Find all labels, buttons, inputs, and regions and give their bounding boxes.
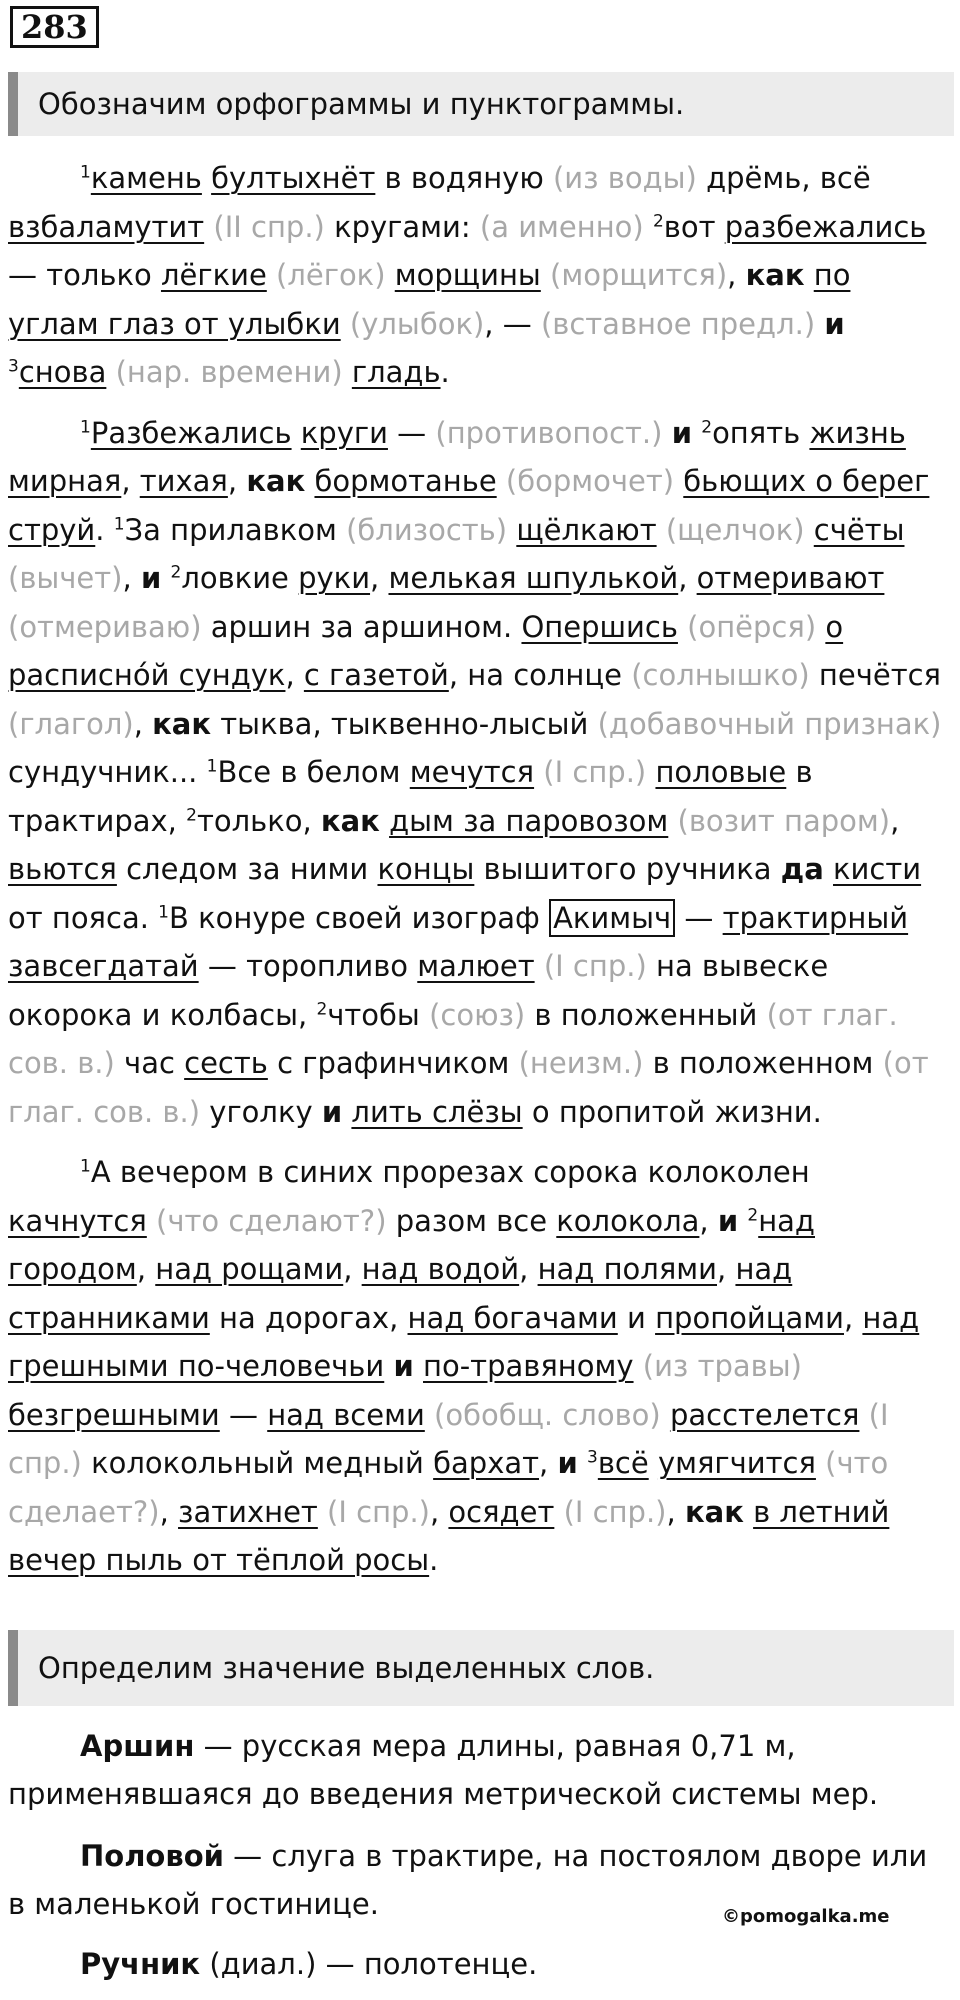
- text-run: — только: [8, 258, 161, 292]
- text-run: ,: [343, 1252, 362, 1286]
- annotation: (вычет): [8, 561, 123, 595]
- term: Ручник: [80, 1947, 201, 1981]
- underlined-word: над странниками: [8, 1252, 793, 1335]
- underlined-word: по-травяному: [423, 1349, 634, 1383]
- bold-word: как: [684, 1494, 744, 1529]
- annotation: (близость): [346, 512, 508, 547]
- definition-1: [8, 1722, 948, 1818]
- underlined-word: в летний вечер пыль от тёплой росы: [8, 1494, 890, 1577]
- underlined-word: счёты: [813, 512, 905, 547]
- text-run: [744, 1495, 753, 1529]
- text-run: [292, 416, 301, 450]
- annotation: (союз): [429, 997, 526, 1032]
- annotation: (противопост.): [435, 415, 663, 450]
- section-header-orthograms: [8, 72, 954, 136]
- text-run: вышитого ручника: [474, 852, 781, 886]
- text-run: ,: [136, 1252, 156, 1286]
- underlined-word: о расписнóй сундук: [8, 609, 844, 692]
- underlined-word: щёлкают: [516, 512, 657, 547]
- underlined-word: Разбежались: [90, 415, 292, 450]
- underlined-word: концы: [377, 852, 475, 886]
- annotation: (а именно): [479, 209, 644, 244]
- text-run: ,: [121, 464, 140, 498]
- annotation: (от глаг. сов. в.): [8, 1046, 929, 1129]
- text-run: ,: [122, 561, 141, 595]
- sentence-number: 3: [8, 356, 19, 377]
- underlined-word: над рощами: [155, 1252, 344, 1286]
- definition-text: — русская мера длины, равная 0,71 м, применявшаяся до введения метрической системы мер.: [8, 1729, 879, 1811]
- text-run: [507, 513, 516, 547]
- sentence-number: 2: [701, 416, 713, 437]
- annotation: (из травы): [642, 1349, 802, 1383]
- text-run: [738, 1204, 747, 1238]
- text-run: час: [114, 1046, 185, 1080]
- watermark: ©pomogalka.me: [722, 1906, 890, 1927]
- underlined-word: безгрешными: [8, 1397, 220, 1432]
- text-run: [147, 1204, 156, 1238]
- text-run: [805, 258, 814, 292]
- text-run: чтобы: [327, 997, 430, 1032]
- annotation: (отмериваю): [8, 609, 202, 644]
- text-run: [343, 355, 352, 389]
- bold-word: и: [557, 1446, 578, 1480]
- boxed-word: Акимыч: [549, 899, 675, 937]
- bold-word: и: [393, 1349, 414, 1383]
- text-run: — торопливо: [198, 949, 418, 983]
- text-run: тыква, тыквенно-лысый: [211, 706, 598, 741]
- text-run: —: [219, 1397, 268, 1432]
- underlined-word: над богачами: [407, 1300, 618, 1335]
- text-run: ,: [285, 658, 304, 692]
- annotation: (обобщ. слово): [434, 1397, 661, 1432]
- underlined-word: бормотанье: [314, 464, 497, 498]
- text-run: [816, 610, 825, 644]
- bold-word: и: [671, 415, 693, 450]
- underlined-word: вьются: [8, 852, 117, 886]
- text-run: .: [429, 1543, 439, 1577]
- underlined-word: бархат: [433, 1446, 540, 1480]
- text-run: только,: [196, 803, 321, 838]
- underlined-word: руки: [298, 561, 371, 595]
- text-run: ,: [429, 1494, 449, 1529]
- sentence-number: 1: [80, 416, 91, 437]
- text-run: в водяную: [375, 161, 553, 195]
- underlined-word: по углам глаз от улыбки: [8, 258, 851, 341]
- term: Аршин: [80, 1729, 195, 1763]
- text-run: [692, 416, 701, 450]
- text-run: [634, 1349, 643, 1383]
- term: Половой: [80, 1839, 224, 1873]
- annotation: (неизм.): [518, 1046, 644, 1080]
- text-run: В конуре своей изограф: [168, 900, 550, 935]
- text-run: [662, 416, 671, 450]
- underlined-word: камень: [90, 161, 202, 195]
- text-run: [816, 1446, 825, 1480]
- underlined-word: умягчится: [657, 1446, 816, 1480]
- bold-word: как: [246, 464, 306, 498]
- text-run: и: [617, 1300, 656, 1335]
- annotation: (I спр.): [327, 1494, 430, 1529]
- text-run: [554, 1495, 563, 1529]
- definition-text: (диал.) — полотенце.: [200, 1947, 538, 1981]
- bold-word: как: [320, 803, 380, 838]
- annotation: (I спр.): [8, 1397, 889, 1480]
- definition-text: — слуга в трактире, на постоялом дворе или в маленькой гостинице.: [8, 1839, 928, 1921]
- text-run: [267, 258, 276, 292]
- annotation: (что сделает?): [8, 1446, 889, 1529]
- text-run: на вывеске окорока и колбасы,: [8, 949, 829, 1032]
- text-run: [534, 755, 543, 789]
- annotation: (от глаг. сов. в.): [8, 997, 898, 1080]
- annotation: (опёрся): [687, 609, 817, 644]
- text-run: [318, 1495, 327, 1529]
- underlined-word: дым за паровозом: [389, 803, 669, 838]
- paragraph-1: [8, 154, 948, 397]
- text-run: ,: [890, 803, 900, 838]
- underlined-word: качнутся: [8, 1203, 147, 1238]
- bold-word: и: [140, 561, 162, 595]
- underlined-word: всё: [597, 1446, 649, 1480]
- text-run: [644, 210, 653, 244]
- text-run: А вечером в синих прорезах сорока колоколен: [90, 1155, 810, 1189]
- text-run: [341, 307, 350, 341]
- underlined-word: Опершись: [521, 609, 678, 644]
- underlined-word: отмеривают: [696, 561, 885, 595]
- underlined-word: затихнет: [178, 1494, 318, 1529]
- text-run: [578, 1446, 587, 1480]
- text-run: печётся: [809, 658, 941, 692]
- text-run: —: [675, 900, 723, 935]
- sentence-number: 2: [747, 1204, 759, 1225]
- text-run: За прилавком: [124, 512, 347, 547]
- text-run: сундучник...: [8, 755, 207, 789]
- underlined-word: жизнь мирная: [8, 415, 906, 498]
- bold-word: как: [152, 706, 212, 741]
- sentence-number: 2: [170, 562, 182, 583]
- text-run: [425, 1398, 434, 1432]
- text-run: в трактирах,: [8, 755, 813, 838]
- annotation: (морщится): [550, 258, 728, 292]
- annotation: (вставное предл.): [540, 306, 816, 341]
- annotation: (из воды): [552, 161, 697, 195]
- underlined-word: над грешными по-человечьи: [8, 1300, 920, 1383]
- text-run: [541, 258, 550, 292]
- sentence-number: 2: [652, 210, 664, 231]
- text-run: на дорогах,: [209, 1300, 408, 1335]
- sentence-number: 1: [80, 162, 91, 183]
- text-run: опять: [712, 415, 810, 450]
- text-run: [668, 804, 677, 838]
- underlined-word: мелькая шпулькой: [388, 561, 679, 595]
- underlined-word: над водой: [361, 1252, 520, 1286]
- underlined-word: гладь: [351, 355, 441, 389]
- underlined-word: снова: [18, 355, 107, 389]
- underlined-word: над городом: [8, 1203, 815, 1286]
- underlined-word: тихая: [139, 464, 228, 498]
- text-run: следом за ними: [116, 852, 378, 886]
- underlined-word: бьющих о берег струй: [8, 464, 930, 547]
- sentence-number: 1: [206, 756, 218, 777]
- annotation: (добавочный признак): [597, 706, 942, 741]
- text-run: ,: [370, 561, 389, 595]
- underlined-word: взбаламутит: [8, 209, 205, 244]
- underlined-word: лёгкие: [160, 258, 267, 292]
- sentence-number: 2: [316, 998, 328, 1019]
- text-run: .: [95, 512, 114, 547]
- underlined-word: мечутся: [409, 755, 535, 789]
- text-run: с графинчиком: [267, 1046, 519, 1080]
- text-run: Все в белом: [217, 755, 410, 789]
- text-run: ,: [678, 561, 697, 595]
- text-run: [414, 1349, 423, 1383]
- underlined-word: кисти: [833, 852, 922, 886]
- underlined-word: половые: [655, 755, 787, 789]
- text-run: [674, 464, 683, 498]
- text-run: ,: [717, 1252, 736, 1286]
- annotation: (что сделают?): [156, 1203, 387, 1238]
- underlined-word: над всеми: [267, 1397, 425, 1432]
- bold-word: и: [824, 306, 845, 341]
- text-run: ловкие: [181, 561, 299, 595]
- text-run: ,: [666, 1494, 685, 1529]
- text-run: колокольный медный: [81, 1446, 434, 1480]
- text-run: [202, 161, 211, 195]
- annotation: (солнышко): [631, 658, 810, 692]
- section-title: Определим значение выделенных слов.: [38, 1651, 655, 1685]
- text-run: дрёмь, всё: [696, 161, 871, 195]
- text-run: .: [440, 355, 450, 389]
- bold-word: и: [321, 1094, 343, 1129]
- annotation: (бормочет): [505, 464, 675, 498]
- text-run: ,: [843, 1300, 863, 1335]
- sentence-number: 3: [587, 1447, 598, 1468]
- text-run: [204, 210, 213, 244]
- text-run: ,: [519, 1252, 538, 1286]
- underlined-word: над полями: [537, 1252, 717, 1286]
- underlined-word: круги: [300, 415, 388, 450]
- text-run: —: [387, 415, 436, 450]
- annotation: (глагол): [8, 706, 134, 741]
- underlined-word: сесть: [184, 1046, 268, 1080]
- underlined-word: разбежались: [724, 209, 927, 244]
- text-run: кругами:: [324, 209, 480, 244]
- section-title: Обозначим орфограммы и пунктограммы.: [38, 87, 685, 121]
- text-run: аршин за аршином.: [201, 609, 522, 644]
- sentence-number: 1: [80, 1156, 91, 1177]
- text-run: [805, 513, 814, 547]
- paragraph-3: [8, 1148, 948, 1585]
- text-run: [497, 464, 506, 498]
- text-run: о пропитой жизни.: [522, 1094, 822, 1129]
- annotation: (I спр.): [563, 1494, 667, 1529]
- annotation: (возит паром): [677, 803, 891, 838]
- underlined-word: пропойцами: [655, 1300, 844, 1335]
- annotation: (лёгок): [276, 258, 386, 292]
- annotation: (улыбок): [349, 306, 485, 341]
- annotation: (I спр.): [543, 755, 647, 789]
- text-run: [859, 1398, 868, 1432]
- underlined-word: осядет: [448, 1494, 555, 1529]
- text-run: в положенном: [643, 1046, 883, 1080]
- text-run: разом все: [386, 1203, 557, 1238]
- underlined-word: колокола: [556, 1203, 700, 1238]
- text-run: [380, 804, 389, 838]
- annotation: (II спр.): [213, 209, 325, 244]
- annotation: (щелчок): [665, 512, 805, 547]
- annotation: (I спр.): [543, 949, 647, 983]
- text-run: [815, 307, 824, 341]
- text-run: [678, 610, 687, 644]
- text-run: [535, 949, 544, 983]
- text-run: [657, 513, 666, 547]
- text-run: [386, 258, 395, 292]
- text-run: [106, 355, 115, 389]
- text-run: уголку: [200, 1094, 322, 1129]
- underlined-word: морщины: [394, 258, 541, 292]
- underlined-word: с газетой: [303, 658, 449, 692]
- paragraph-2: [8, 409, 948, 1137]
- text-run: ,: [539, 1446, 558, 1480]
- text-run: [824, 852, 833, 886]
- text-run: , на солнце: [448, 658, 632, 692]
- text-run: в положенный: [525, 997, 767, 1032]
- text-run: ,: [133, 706, 153, 741]
- text-run: , —: [484, 306, 541, 341]
- underlined-word: малюет: [417, 949, 535, 983]
- annotated-text: [8, 154, 948, 1585]
- text-run: вот: [663, 209, 725, 244]
- exercise-number: 283: [10, 6, 99, 48]
- sentence-number: 2: [186, 804, 197, 825]
- underlined-word: бултыхнёт: [211, 161, 376, 195]
- bold-word: и: [717, 1203, 739, 1238]
- bold-word: как: [745, 258, 805, 292]
- text-run: ,: [699, 1203, 718, 1238]
- underlined-word: расстелется: [669, 1397, 860, 1432]
- bold-word: да: [780, 852, 824, 886]
- text-run: [649, 1446, 658, 1480]
- underlined-word: лить слёзы: [351, 1094, 523, 1129]
- text-run: [661, 1398, 670, 1432]
- text-run: ,: [227, 464, 247, 498]
- definition-3: [8, 1940, 948, 1988]
- underlined-word: трактирный завсегдатай: [8, 900, 909, 983]
- sentence-number: 1: [113, 513, 125, 534]
- text-run: ,: [159, 1494, 179, 1529]
- section-header-definitions: [8, 1630, 954, 1706]
- sentence-number: 1: [158, 901, 169, 922]
- text-run: ,: [727, 258, 746, 292]
- text-run: от пояса.: [8, 900, 159, 935]
- annotation: (нар. времени): [115, 355, 343, 389]
